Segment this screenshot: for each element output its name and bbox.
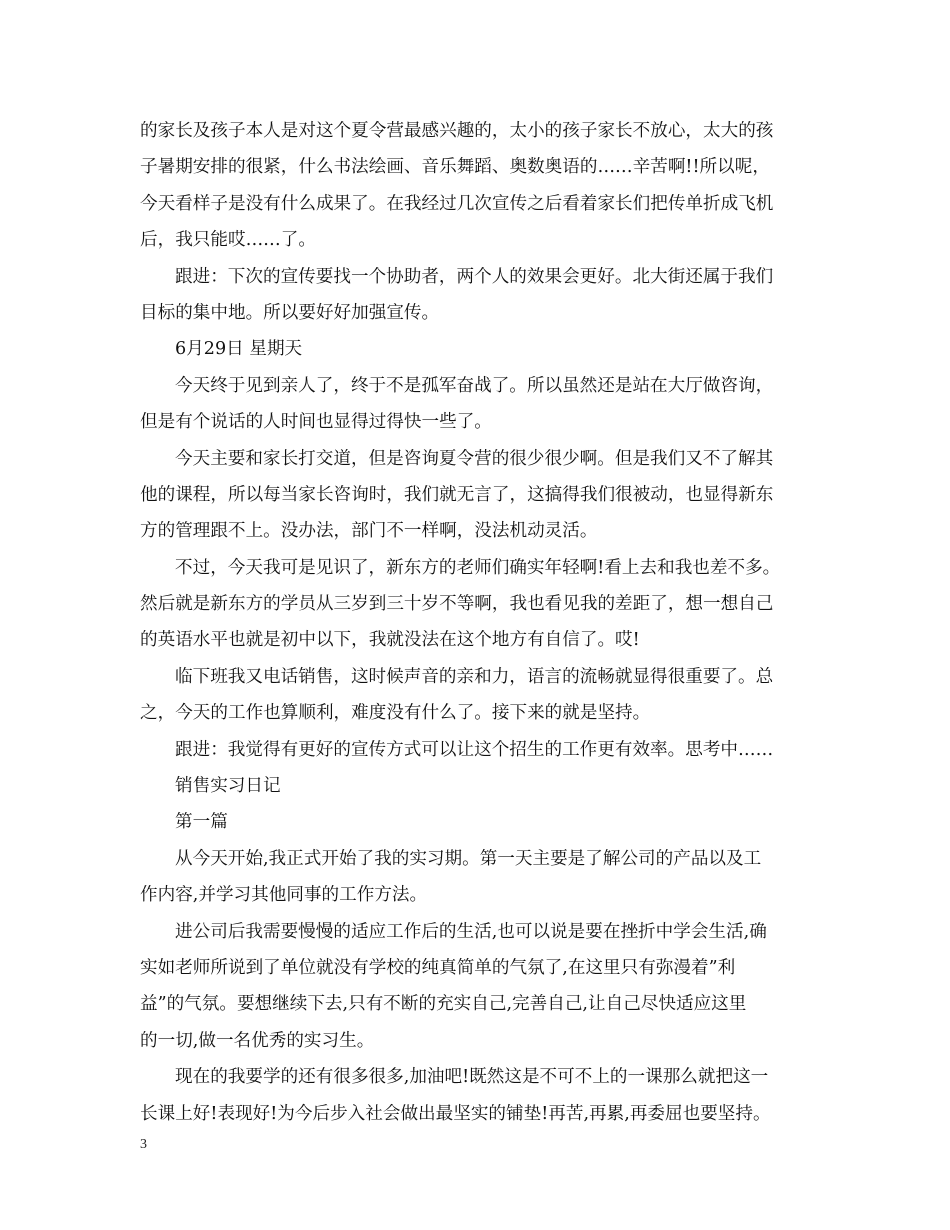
date-heading: 6月29日 星期天 xyxy=(175,339,303,360)
text-line: 益”的气氛。要想继续下去,只有不断的充实自己,完善自己,让自己尽快适应这里 xyxy=(140,994,747,1015)
section-title: 销售实习日记 xyxy=(175,776,281,797)
text-line: 他的课程，所以每当家长咨询时，我们就无言了，这搞得我们很被动，也显得新东 xyxy=(140,484,774,505)
text-line: 长课上好!表现好!为今后步入社会做出最坚实的铺垫!再苦,再累,再委屈也要坚持。 xyxy=(140,1103,771,1124)
paragraph-start: 现在的我要学的还有很多很多,加油吧!既然这是不可不上的一课那么就把这一 xyxy=(175,1067,769,1088)
text-line: 作内容,并学习其他同事的工作方法。 xyxy=(140,885,428,906)
text-line: 目标的集中地。所以要好好加强宣传。 xyxy=(140,302,440,323)
text-line: 的一切,做一名优秀的实习生。 xyxy=(140,1030,375,1051)
text-line: 实如老师所说到了单位就没有学校的纯真简单的气氛了,在这里只有弥漫着”利 xyxy=(140,957,736,978)
paragraph-start: 从今天开始,我正式开始了我的实习期。第一天主要是了解公司的产品以及工 xyxy=(175,848,762,869)
paragraph-start: 跟进：下次的宣传要找一个协助者，两个人的效果会更好。北大街还属于我们 xyxy=(175,266,774,287)
document-body xyxy=(140,113,825,1132)
text-line: 后，我只能哎……了。 xyxy=(140,230,316,251)
paragraph-start: 不过，今天我可是见识了，新东方的老师们确实年轻啊!看上去和我也差不多。 xyxy=(175,557,781,578)
paragraph-start: 进公司后我需要慢慢的适应工作后的生活,也可以说是要在挫折中学会生活,确 xyxy=(175,921,767,942)
section-subtitle: 第一篇 xyxy=(175,812,228,833)
text-line: 的英语水平也就是初中以下，我就没法在这个地方有自信了。哎! xyxy=(140,630,640,651)
text-line: 今天看样子是没有什么成果了。在我经过几次宣传之后看着家长们把传单折成飞机 xyxy=(140,193,774,214)
text-line: 的家长及孩子本人是对这个夏令营最感兴趣的，太小的孩子家长不放心，太大的孩 xyxy=(140,121,774,141)
paragraph-start: 跟进：我觉得有更好的宣传方式可以让这个招生的工作更有效率。思考中…… xyxy=(175,739,774,760)
text-line: 但是有个说话的人时间也显得过得快一些了。 xyxy=(140,412,492,433)
text-line: 方的管理跟不上。没办法，部门不一样啊，没法机动灵活。 xyxy=(140,521,598,542)
paragraph-start: 今天终于见到亲人了，终于不是孤军奋战了。所以虽然还是站在大厅做咨询， xyxy=(175,375,774,396)
text-line: 之，今天的工作也算顺利，难度没有什么了。接下来的就是坚持。 xyxy=(140,703,651,724)
text-line: 然后就是新东方的学员从三岁到三十岁不等啊，我也看见我的差距了，想一想自己 xyxy=(140,594,774,615)
paragraph-start: 临下班我又电话销售，这时候声音的亲和力，语言的流畅就显得很重要了。总 xyxy=(175,666,774,687)
page-number: 3 xyxy=(140,1137,147,1152)
text-line: 子暑期安排的很紧，什么书法绘画、音乐舞蹈、奥数奥语的……辛苦啊!!所以呢， xyxy=(140,157,770,178)
paragraph-start: 今天主要和家长打交道，但是咨询夏令营的很少很少啊。但是我们又不了解其 xyxy=(175,448,774,469)
